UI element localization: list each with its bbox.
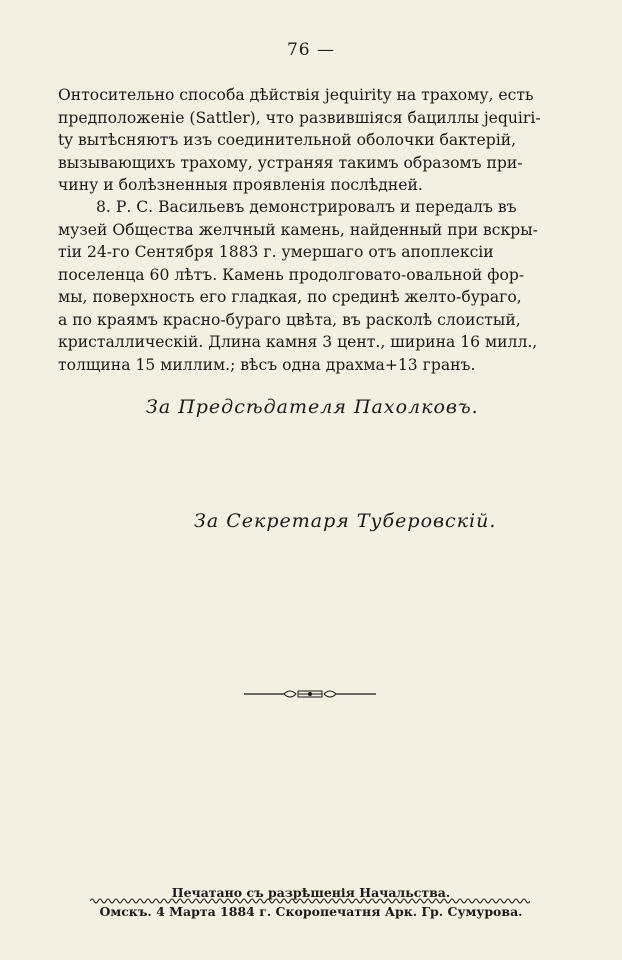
text-line: поселенца 60 лѣтъ. Камень продолговато-овальной фор- xyxy=(58,265,525,284)
text-line: кристаллическій. Длина камня 3 цент., ширина 16 милл., xyxy=(58,333,538,351)
paragraph-gallstone xyxy=(58,196,590,376)
text-line: мы, поверхность его гладкая, по срединѣ желто-бураго, xyxy=(58,288,522,306)
text-line: а по краямъ красно-бураго цвѣта, въ расколѣ слоистый, xyxy=(58,310,521,329)
printer-imprint: Омскъ. 4 Марта 1884 г. Скоропечатня Арк. Гр. Сумурова. xyxy=(99,904,523,919)
text-line: ty вытѣсняютъ изъ соединительной оболочки бактерій, xyxy=(58,131,517,149)
page-number: 76 — xyxy=(286,40,336,60)
censorship-note: Печатано съ разрѣшенія Начальства. xyxy=(171,885,451,900)
text-line: предположеніе (Sattler), что развившіяся бациллы jequiri- xyxy=(58,108,541,127)
paragraph-jequirity xyxy=(58,84,590,197)
ornament-divider-icon xyxy=(244,687,376,701)
text-line: чину и болѣзненныя проявленія послѣдней. xyxy=(58,176,423,194)
text-line: толщина 15 миллим.; вѣсъ одна драхма+13 гранъ. xyxy=(58,355,476,374)
text-line: 8. Р. С. Васильевъ демонстрировалъ и передалъ въ xyxy=(96,198,517,216)
text-line: Онтосительно способа дѣйствія jequirity на трахому, есть xyxy=(58,86,534,104)
text-line: тіи 24-го Сентября 1883 г. умершаго отъ апоплексіи xyxy=(58,243,494,261)
text-line: музей Общества желчный камень, найденный при вскры- xyxy=(58,220,538,239)
secretary-signature: За Секретаря Туберовскій. xyxy=(194,510,497,532)
chairman-signature: За Предсѣдателя Пахолковъ. xyxy=(146,396,479,418)
text-line: вызывающихъ трахому, устраняя такимъ образомъ при- xyxy=(58,153,523,172)
